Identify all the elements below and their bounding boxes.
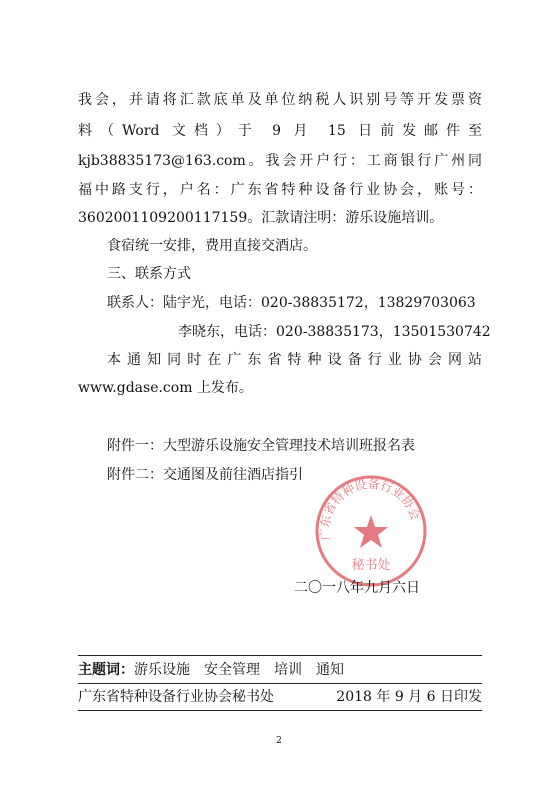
body-line-2: 料（Word 文档）于 9 月 15 日前发邮件至 <box>78 123 482 139</box>
page-number: 2 <box>276 736 282 746</box>
issue-row <box>78 687 482 707</box>
body-line-1: 我会，并请将汇款底单及单位纳税人识别号等开发票资 <box>78 92 482 108</box>
keywords-label: 主题词： <box>78 662 134 678</box>
official-seal-stamp <box>313 473 429 589</box>
footer-top-rule <box>78 655 482 656</box>
attachment-1: 附件一：大型游乐设施安全管理技术培训班报名表 <box>107 438 415 454</box>
document-date: 二〇一八年九月六日 <box>294 580 420 596</box>
footer-bottom-rule <box>78 710 482 711</box>
keywords-row <box>78 660 482 680</box>
footer-middle-rule <box>78 683 482 684</box>
svg-text:秘书处: 秘书处 <box>351 558 391 573</box>
issue-date: 2018 年 9 月 6 日印发 <box>336 689 482 705</box>
body-line-3: kjb38835173@163.com。我会开户行：工商银行广州同 <box>78 153 482 169</box>
accommodation-note: 食宿统一安排，费用直接交酒店。 <box>107 238 317 254</box>
section-3-heading: 三、联系方式 <box>107 266 191 282</box>
issuer: 广东省特种设备行业协会秘书处 <box>78 689 274 705</box>
body-line-4: 福中路支行，户名：广东省特种设备行业协会，账号： <box>78 182 482 198</box>
body-line-5: 3602001109200117159。汇款请注明：游乐设施培训。 <box>78 210 444 226</box>
notice-line-1: 本通知同时在广东省特种设备行业协会网站 <box>107 352 482 368</box>
contact-1: 联系人：陆宇光，电话：020-38835172，13829703063 <box>107 295 476 311</box>
keywords: 游乐设施 安全管理 培训 通知 <box>134 662 344 678</box>
contact-2: 李晓东，电话：020-38835173，13501530742 <box>178 324 491 340</box>
svg-text:广东省特种设备行业协会: 广东省特种设备行业协会 <box>317 476 423 542</box>
attachment-2: 附件二：交通图及前往酒店指引 <box>107 467 303 483</box>
notice-line-2: www.gdase.com 上发布。 <box>78 380 253 396</box>
